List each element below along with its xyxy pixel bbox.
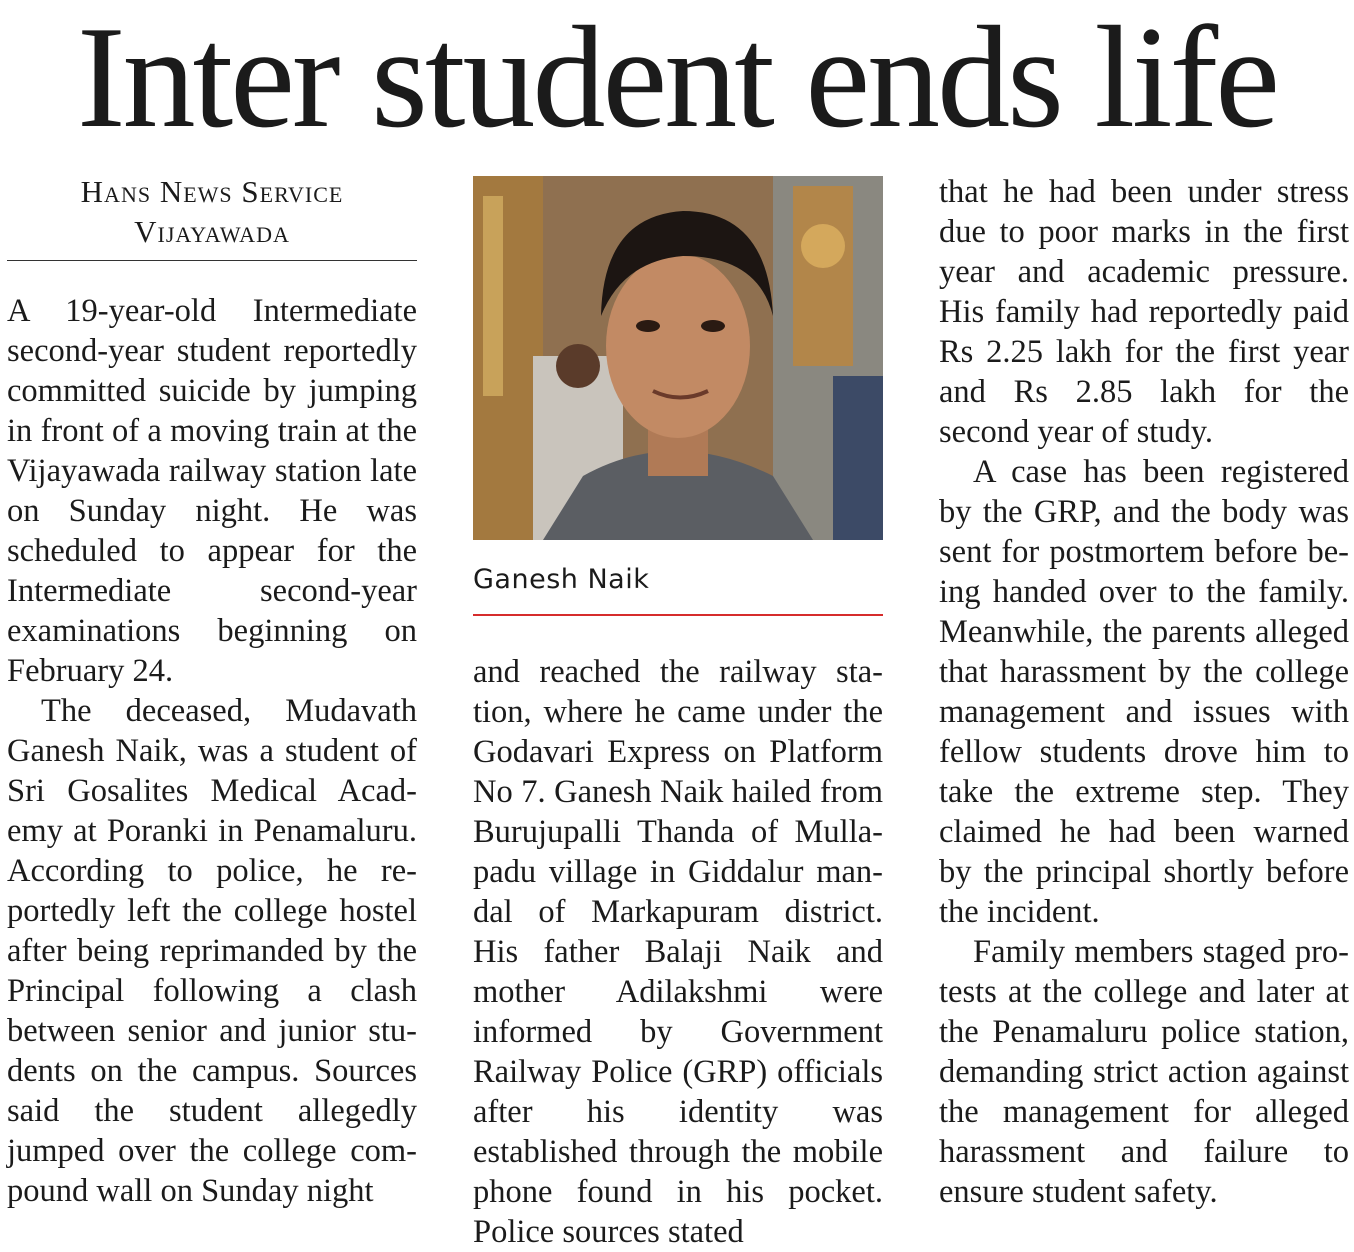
article-paragraph: A 19-year-old Intermediate second-year student reportedly committed suicide by jumping in front of a moving train at the Vijayawada railway station late on Sunday night. He was scheduled to appear for the Intermediate second-year examinations beginning on February 24. bbox=[7, 293, 417, 689]
article-column-1 bbox=[7, 172, 417, 1211]
article-column-2 bbox=[473, 652, 883, 1252]
article-paragraph: Family members staged protests at the college and later at the Penamaluru police station, demanding strict action against the management for alleged harassment and failure to ensure student safety. bbox=[939, 934, 1349, 1210]
article-column-3 bbox=[939, 172, 1349, 1212]
byline bbox=[7, 172, 417, 261]
photo-caption: Ganesh Naik bbox=[473, 560, 883, 616]
article-paragraph: and reached the railway station, where he came under the Godavari Express on Platform No 7. Ganesh Naik hailed from Burujupalli Thanda of Mullapadu village in Giddalur mandal of Markapuram district. His father Balaji Naik and mother Adilakshmi were informed by Government Railway Police (GRP) officials after his identity was established through the mobile phone found in his pocket. Police sources stated bbox=[473, 654, 883, 1250]
headline: Inter student ends life bbox=[76, 0, 1278, 158]
portrait-illustration bbox=[473, 176, 883, 540]
byline-agency: Hans News Service bbox=[80, 174, 344, 209]
portrait-photo bbox=[473, 176, 883, 540]
article-paragraph: The deceased, Mudavath Ganesh Naik, was a student of Sri Gosalites Medical Academy at Poranki in Penamaluru. According to police, he reportedly left the college hostel after being reprimanded by the Principal following a clash between senior and junior students on the campus. Sources said the student allegedly jumped over the college compound wall on Sunday night bbox=[7, 693, 417, 1209]
article-paragraph: A case has been registered by the GRP, and the body was sent for postmortem before being handed over to the family. Meanwhile, the parents alleged that harassment by the college management and issues with fellow students drove him to take the extreme step. They claimed he had been warned by the principal shortly before the incident. bbox=[939, 454, 1349, 930]
byline-dateline: Vijayawada bbox=[134, 214, 290, 249]
article-paragraph: that he had been under stress due to poor marks in the first year and academic pressure. His family had reportedly paid Rs 2.25 lakh for the first year and Rs 2.85 lakh for the second year of study. bbox=[939, 174, 1349, 450]
